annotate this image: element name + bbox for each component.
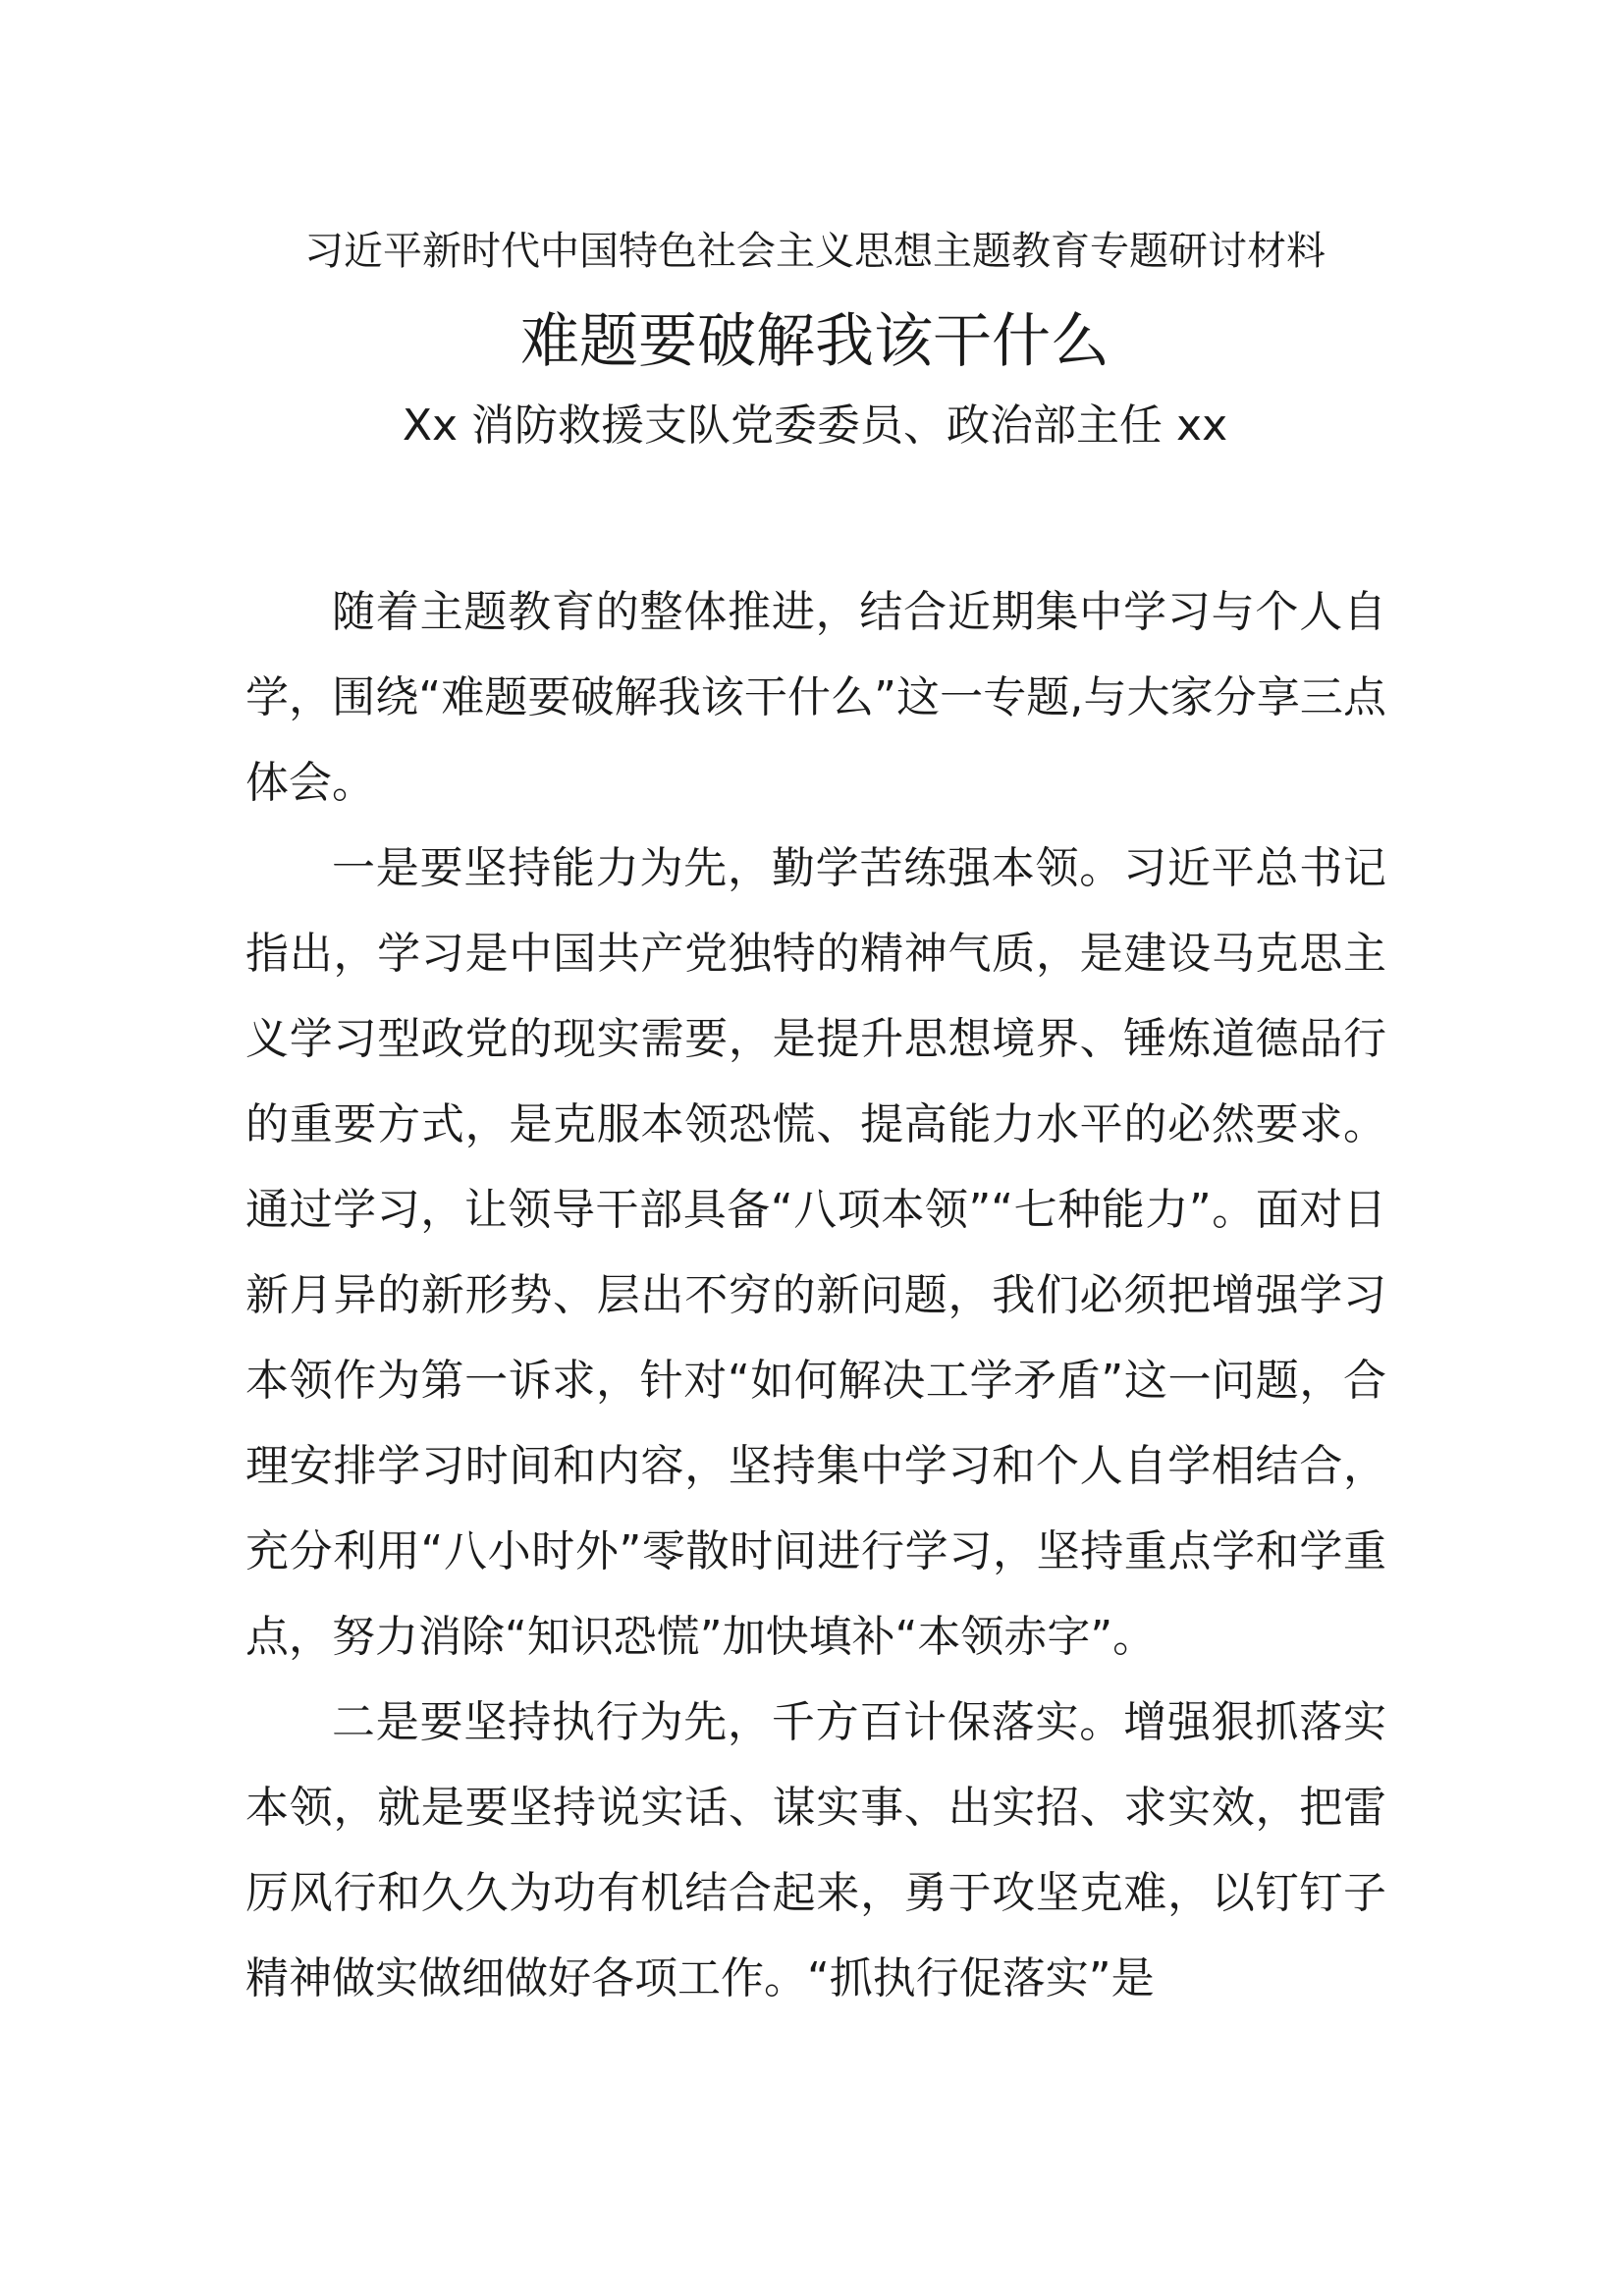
document-header [245,224,1384,455]
paragraph-intro: 随着主题教育的整体推进，结合近期集中学习与个人自学，围绕“难题要破解我该干什么”这一专题,与大家分享三点体会。 [245,587,1386,808]
author-line: Xx 消防救援支队党委委员、政治部主任 xx [402,400,1228,451]
paragraph-point-one: 一是要坚持能力为先，勤学苦练强本领。习近平总书记指出，学习是中国共产党独特的精神气质，是建设马克思主义学习型政党的现实需要，是提升思想境界、锤炼道德品行的重要方式，是克服本领恐慌、提高能力水平的必然要求。通过学习，让领导干部具备“八项本领”“七种能力”。面对日新月异的新形势、层出不穷的新问题，我们必须把增强学习本领作为第一诉求，针对“如何解决工学矛盾”这一问题，合理安排学习时间和内容，坚持集中学习和个人自学相结合，充分利用“八小时外”零散时间进行学习，坚持重点学和学重点，努力消除“知识恐慌”加快填补“本领赤字”。 [245,843,1386,1662]
paragraph-point-two: 二是要坚持执行为先，千方百计保落实。增强狠抓落实本领，就是要坚持说实话、谋实事、出实招、求实效，把雷厉风行和久久为功有机结合起来，勇于攻坚克难，以钉钉子精神做实做细做好各项工作。“抓执行促落实”是 [245,1697,1386,2003]
document-body [245,569,1386,2021]
series-title: 习近平新时代中国特色社会主义思想主题教育专题研讨材料 [304,229,1326,274]
page-title: 难题要破解我该干什么 [520,307,1110,376]
